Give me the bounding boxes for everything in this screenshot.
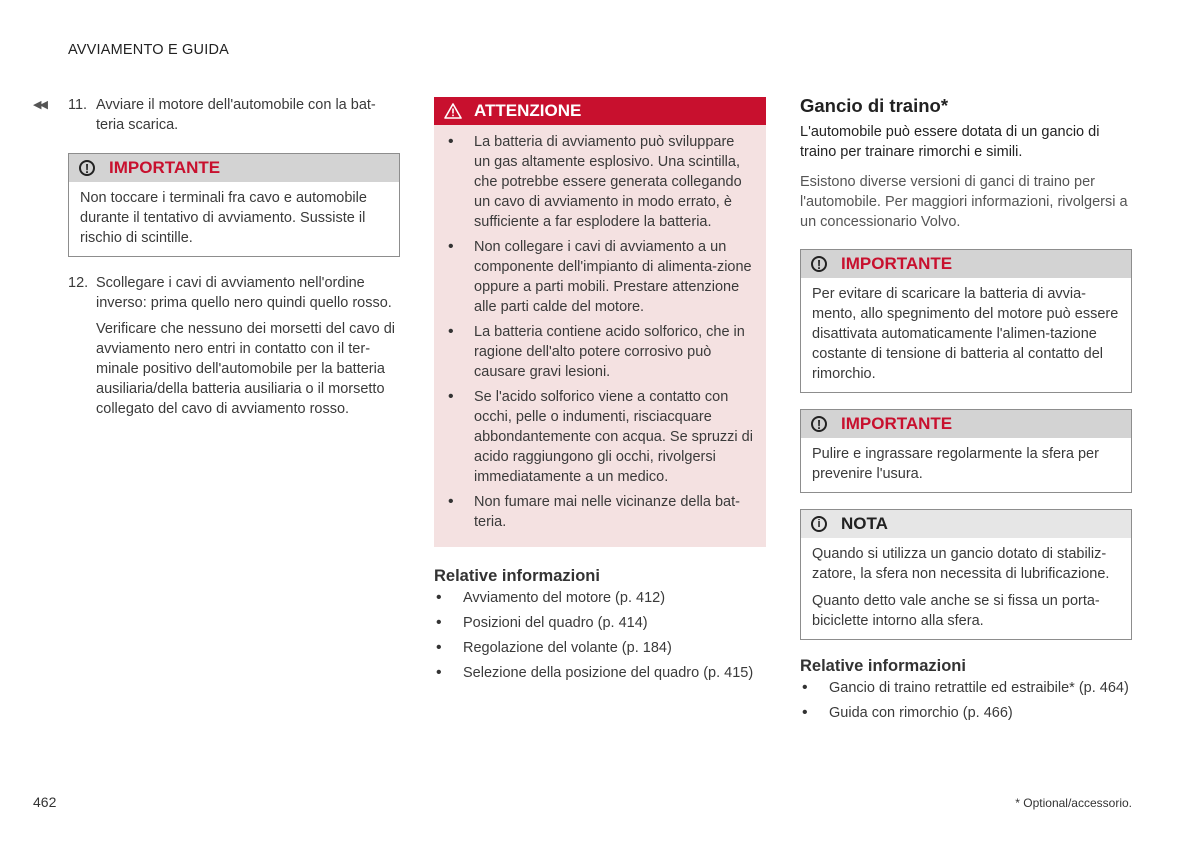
- important-box-3: [800, 409, 1132, 493]
- related-info-list: [434, 588, 766, 683]
- related-info-middle: [434, 566, 766, 683]
- related-info-title: Relative informazioni: [434, 567, 600, 585]
- important-text: Non toccare i terminali fra cavo e automobile durante il tentativo di avviamento. Sussiste il rischio di scintille.: [80, 190, 367, 246]
- related-info-title: Relative informazioni: [800, 657, 966, 675]
- step-number: 12.: [68, 275, 89, 291]
- warning-header: [434, 97, 766, 125]
- list-item: • La batteria di avviamento può sviluppare un gas altamente esplosivo. Una scintilla, che potrebbe essere generata collegando un cavo di avviamento in modo errato, è sufficiente a far esplodere la batteria.: [474, 132, 754, 232]
- column-middle: [434, 97, 766, 688]
- important-box-1: [68, 153, 400, 257]
- step-12: [68, 273, 400, 419]
- note-box: [800, 509, 1132, 640]
- footnote: * Optional/accessorio.: [1015, 796, 1132, 810]
- warning-triangle-icon: [444, 103, 462, 119]
- related-info-right: [800, 656, 1132, 723]
- page-number: 462: [33, 794, 57, 810]
- exclamation-icon: !: [79, 160, 95, 176]
- related-link[interactable]: • Avviamento del motore (p. 412): [463, 588, 766, 608]
- warning-box: [434, 97, 766, 547]
- related-link[interactable]: • Posizioni del quadro (p. 414): [463, 613, 766, 633]
- section-title: Gancio di traino*: [800, 95, 949, 116]
- warning-title: ATTENZIONE: [474, 101, 582, 120]
- step-text: Avviare il motore dell'automobile con la bat-teria scarica.: [96, 97, 376, 133]
- column-left: [68, 95, 400, 419]
- column-right: [800, 95, 1132, 728]
- note-header: [801, 510, 1131, 538]
- step-subtext: Verificare che nessuno dei morsetti del cavo di avviamento nero entri in contatto con il ter-minale positivo dell'automobile per la batteria ausiliaria/della batteria ausiliaria o il morsetto collegato del cavo di avviamento rosso.: [96, 321, 396, 417]
- info-icon: i: [811, 516, 827, 532]
- warning-list: [434, 125, 766, 547]
- note-text: Quando si utilizza un gancio dotato di stabiliz-zatore, la sfera non necessita di lubrificazione.: [812, 546, 1110, 582]
- exclamation-icon: !: [811, 416, 827, 432]
- list-item: • La batteria contiene acido solforico, che in ragione dell'alto potere corrosivo può causare gravi lesioni.: [474, 322, 754, 382]
- previous-page-icon[interactable]: ◀◀: [33, 99, 46, 111]
- list-item: • Non fumare mai nelle vicinanze della bat-teria.: [474, 492, 754, 532]
- important-header: [801, 410, 1131, 438]
- important-header: [801, 250, 1131, 278]
- related-info-list: [800, 678, 1132, 723]
- note-title: NOTA: [841, 514, 888, 533]
- section-paragraph: Esistono diverse versioni di ganci di traino per l'automobile. Per maggiori informazioni, rivolgersi a un concessionario Volvo.: [800, 174, 1128, 230]
- related-link[interactable]: • Selezione della posizione del quadro (p. 415): [463, 663, 766, 683]
- important-header: [69, 154, 399, 182]
- important-title: IMPORTANTE: [841, 254, 953, 273]
- list-item: • Se l'acido solforico viene a contatto con occhi, pelle o indumenti, risciacquare abbondantemente con acqua. Se spruzzi di acido raggiungono gli occhi, rivolgersi immediatamente a un medico.: [474, 387, 754, 487]
- important-title: IMPORTANTE: [109, 158, 221, 177]
- page-header: AVVIAMENTO E GUIDA: [68, 42, 229, 58]
- list-item: • Non collegare i cavi di avviamento a un componente dell'impianto di alimenta-zione oppure a parti mobili. Prestare attenzione alle parti calde del motore.: [474, 237, 754, 317]
- exclamation-icon: !: [811, 256, 827, 272]
- step-text: Scollegare i cavi di avviamento nell'ordine inverso: prima quello nero quindi quello rosso.: [96, 275, 392, 311]
- important-box-2: [800, 249, 1132, 393]
- step-11: [68, 95, 400, 135]
- important-title: IMPORTANTE: [841, 414, 953, 433]
- important-text: Per evitare di scaricare la batteria di avvia-mento, allo spegnimento del motore può essere disattivata automaticamente l'alimen-tazione costante di tensione di batteria al contatto del rimorchio.: [812, 286, 1119, 382]
- related-link[interactable]: • Regolazione del volante (p. 184): [463, 638, 766, 658]
- related-link[interactable]: • Gancio di traino retrattile ed estraibile* (p. 464): [829, 678, 1132, 698]
- note-text: Quanto detto vale anche se si fissa un porta-biciclette intorno alla sfera.: [812, 593, 1100, 629]
- important-text: Pulire e ingrassare regolarmente la sfera per prevenire l'usura.: [812, 446, 1099, 482]
- step-number: 11.: [68, 97, 88, 113]
- related-link[interactable]: • Guida con rimorchio (p. 466): [829, 703, 1132, 723]
- section-lead: L'automobile può essere dotata di un gancio di traino per trainare rimorchi e simili.: [800, 124, 1100, 160]
